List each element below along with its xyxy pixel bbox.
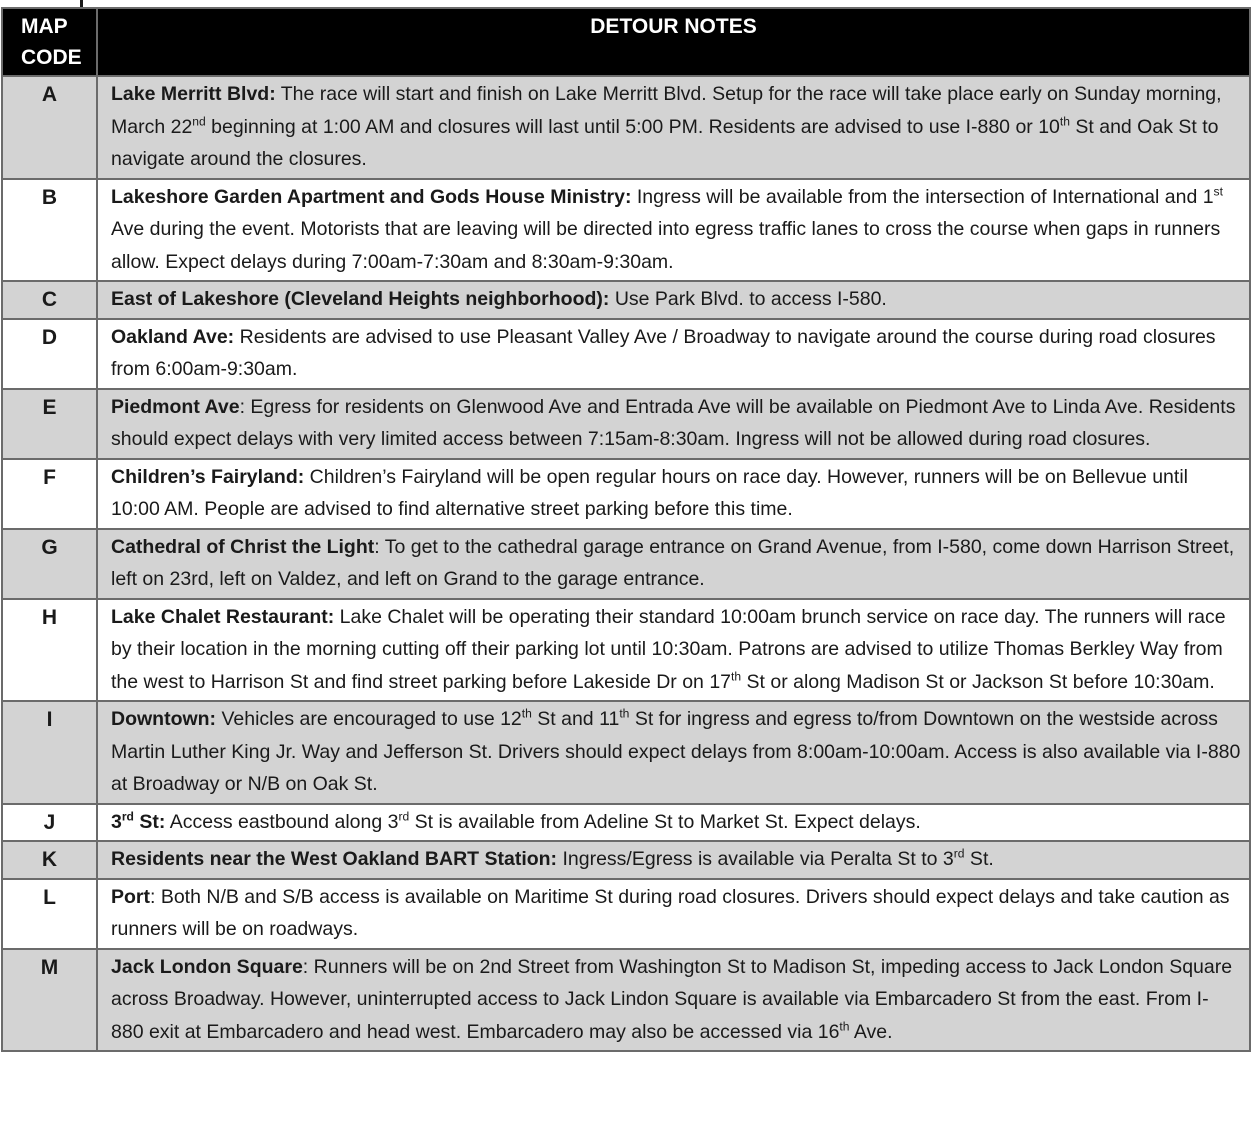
table-row [2,879,1250,949]
detour-note-label: Port [111,885,150,908]
detour-note-label: East of Lakeshore (Cleveland Heights neighborhood): [111,288,610,310]
map-code-header [2,8,97,76]
map-code-cell: D [2,319,97,389]
map-code-cell: L [2,879,97,949]
table-row [2,529,1250,599]
table-row [2,841,1250,879]
table-top-edge-tick [80,0,83,7]
map-code-cell: J [2,804,97,842]
table-row [2,804,1250,842]
detour-note-label: Lakeshore Garden Apartment and Gods House Ministry: [111,185,632,208]
detour-note-cell: Lake Merritt Blvd: The race will start and finish on Lake Merritt Blvd. Setup for the race will take place early on Sunday morning, March 22nd beginning at 1:00 AM and closures will last until 5:00 PM. Residents are advised to use I-880 or 10th St and Oak St to navigate around the closures. [97,76,1250,179]
detour-note-label: Downtown: [111,708,217,730]
detour-note-cell: Cathedral of Christ the Light: To get to the cathedral garage entrance on Grand Avenue, from I-580, come down Harrison Street, left on 23rd, left on Valdez, and left on Grand to the garage entrance. [97,529,1250,599]
table-row [2,599,1250,702]
detour-note-cell: 3rd St: Access eastbound along 3rd St is available from Adeline St to Market St. Expect delays. [97,804,1250,842]
detour-note-cell: Residents near the West Oakland BART Station: Ingress/Egress is available via Peralta St to 3rd St. [97,841,1250,879]
table-row [2,281,1250,319]
table-row [2,459,1250,529]
map-code-cell: I [2,701,97,804]
header-row [2,8,1250,76]
detour-note-cell: Children’s Fairyland: Children’s Fairyland will be open regular hours on race day. However, runners will be on Bellevue until 10:00 AM. People are advised to find alternative street parking before this time. [97,459,1250,529]
detour-note-cell: Lake Chalet Restaurant: Lake Chalet will be operating their standard 10:00am brunch service on race day. The runners will race by their location in the morning cutting off their parking lot until 10:30am. Patrons are advised to utilize Thomas Berkley Way from the west to Harrison St and find street parking before Lakeside Dr on 17th St or along Madison St or Jackson St before 10:30am. [97,599,1250,702]
map-code-cell: F [2,459,97,529]
table-row [2,179,1250,282]
detour-note-label: Piedmont Ave [111,395,240,418]
map-code-cell: C [2,281,97,319]
detour-note-cell: Jack London Square: Runners will be on 2nd Street from Washington St to Madison St, impeding access to Jack London Square across Broadway. However, uninterrupted access to Jack Lindon Square is available via Embarcadero St from the east. From I- 880 exit at Embarcadero and head west. Embarcadero may also be accessed via 16th Ave. [97,949,1250,1052]
table-row [2,76,1250,179]
table-row [2,389,1250,459]
detour-note-label: 3rd St: [111,809,166,833]
map-code-cell: G [2,529,97,599]
detour-note-cell: Lakeshore Garden Apartment and Gods House Ministry: Ingress will be available from the intersection of International and 1st Ave during the event. Motorists that are leaving will be directed into egress traffic lanes to cross the course when gaps in runners allow. Expect delays during 7:00am-7:30am and 8:30am-9:30am. [97,179,1250,282]
map-code-cell: H [2,599,97,702]
detour-note-cell: Downtown: Vehicles are encouraged to use 12th St and 11th St for ingress and egress to/from Downtown on the westside across Martin Luther King Jr. Way and Jefferson St. Drivers should expect delays from 8:00am-10:00am. Access is also available via I-880 at Broadway or N/B on Oak St. [97,701,1250,804]
detour-note-label: Children’s Fairyland: [111,465,305,488]
detour-notes-table [1,7,1251,1052]
map-code-cell: E [2,389,97,459]
table-row [2,701,1250,804]
detour-table-body [2,76,1250,1051]
detour-note-label: Lake Chalet Restaurant: [111,605,335,628]
map-code-cell: A [2,76,97,179]
detour-note-cell: Port: Both N/B and S/B access is available on Maritime St during road closures. Drivers should expect delays and take caution as runners will be on roadways. [97,879,1250,949]
detour-note-label: Oakland Ave: [111,325,235,348]
table-row [2,949,1250,1052]
map-code-cell: B [2,179,97,282]
detour-note-label: Jack London Square [111,955,303,978]
map-code-header-line1: MAP [21,15,68,38]
detour-note-cell: Oakland Ave: Residents are advised to use Pleasant Valley Ave / Broadway to navigate around the course during road closures from 6:00am-9:30am. [97,319,1250,389]
detour-note-cell: Piedmont Ave: Egress for residents on Glenwood Ave and Entrada Ave will be available on Piedmont Ave to Linda Ave. Residents should expect delays with very limited access between 7:15am-8:30am. Ingress will not be allowed during road closures. [97,389,1250,459]
detour-note-cell: East of Lakeshore (Cleveland Heights neighborhood): Use Park Blvd. to access I-580. [97,281,1250,319]
table-row [2,319,1250,389]
detour-notes-header: DETOUR NOTES [97,8,1250,76]
detour-note-label: Lake Merritt Blvd: [111,83,276,105]
map-code-cell: M [2,949,97,1052]
detour-note-label: Cathedral of Christ the Light [111,535,375,558]
detour-note-label: Residents near the West Oakland BART Station: [111,848,558,870]
map-code-header-line2: CODE [21,46,82,69]
map-code-cell: K [2,841,97,879]
